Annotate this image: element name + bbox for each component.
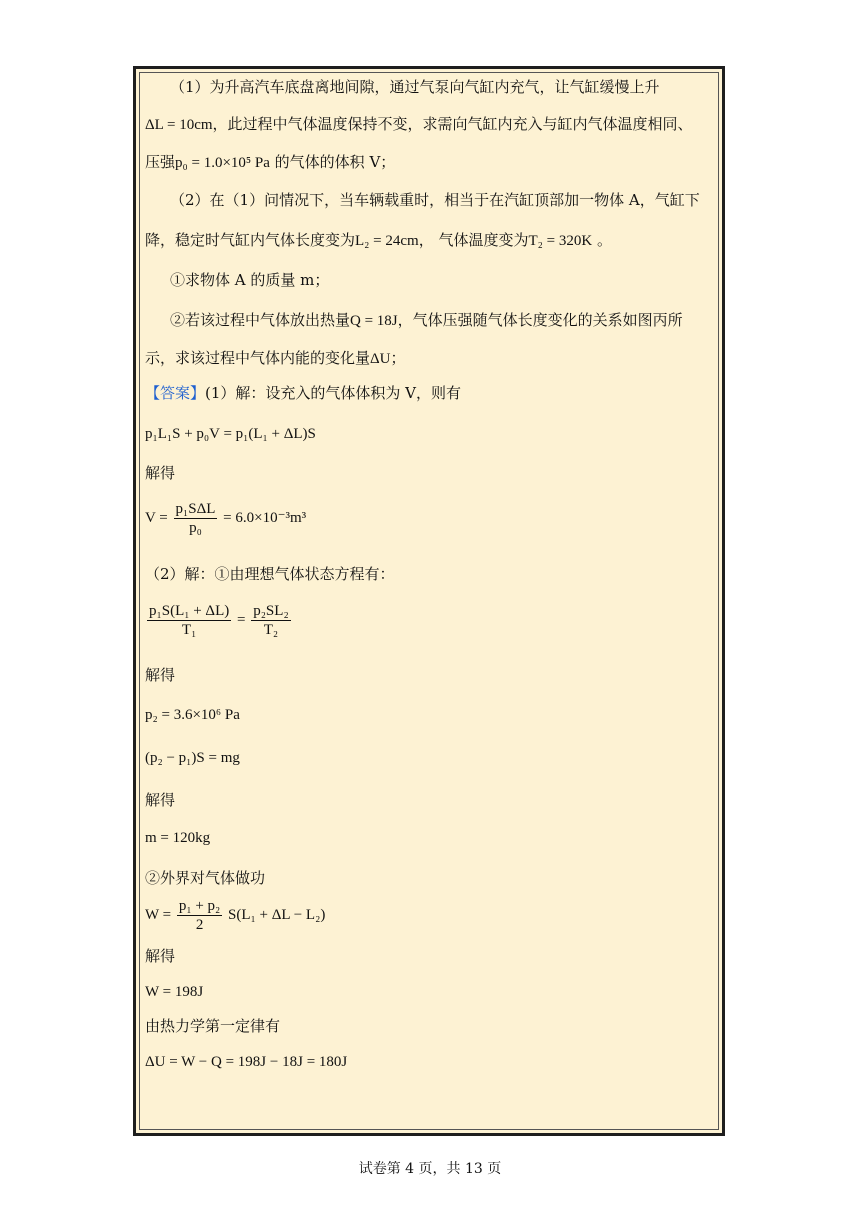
q-value: Q = 18J: [350, 313, 398, 329]
solve-label-2: 解得: [145, 666, 176, 684]
q2-sub-2: ②若该过程中气体放出热量Q = 18J，气体压强随气体长度变化的关系如图丙所: [170, 311, 683, 329]
q1-line-3: 压强p₀ = 1.0×10⁵ Pa 的气体的体积 V；: [145, 153, 396, 171]
equation-4: p₂ = 3.6×10⁶ Pa: [145, 707, 240, 723]
q2-sub-1: ①求物体 A 的质量 m；: [170, 271, 330, 289]
equation-5: (p₂ − p₁)S = mg: [145, 750, 240, 766]
work-intro: ②外界对气体做功: [145, 869, 266, 887]
delta-l-value: ΔL = 10cm: [145, 117, 213, 133]
q1-line-2: ΔL = 10cm，此过程中气体温度保持不变，求需向气缸内充入与缸内气体温度相同、: [145, 115, 693, 133]
equation-8: W = 198J: [145, 984, 204, 1000]
first-law-intro: 由热力学第一定律有: [145, 1017, 281, 1035]
fraction-right: $\frac{\text{p₂SL₂}}{\text{T₂}}$: [253, 603, 289, 638]
equation-1: p₁L₁S + p₀V = p₁(L₁ + ΔL)S: [145, 426, 316, 442]
fraction-v: $\frac{\text{p₁SΔL}}{\text{p₀}}$: [175, 501, 216, 536]
answer-intro: 【答案】(1）解：设充入的气体体积为 V，则有: [145, 384, 462, 402]
l2-value: L₂ = 24cm: [355, 233, 419, 249]
answer-box: [133, 66, 725, 1136]
equation-6: m = 120kg: [145, 830, 211, 846]
equation-2: V = $\frac{\text{p₁SΔL}}{\text{p₀}}$ = 6.0×10⁻³m³: [145, 501, 307, 536]
solve-label-1: 解得: [145, 464, 176, 482]
equation-7: W = $\frac{\text{p₁ + p₂}}{2}$ S(L₁ + ΔL − L₂): [145, 898, 326, 933]
fraction-left: $\frac{\text{p₁S(L₁ + ΔL)}}{\text{T₁}}$: [149, 603, 230, 638]
q1-line-1: （1）为升高汽车底盘离地间隙，通过气泵向气缸内充气，让气缸缓慢上升: [170, 78, 660, 96]
q2-line-2: 降，稳定时气缸内气体长度变为L₂ = 24cm， 气体温度变为T₂ = 320K 。: [145, 231, 612, 249]
fraction-pressure-average: $\frac{\text{p₁ + p₂}}{2}$: [178, 898, 221, 933]
equation-3: $\frac{\text{p₁S(L₁ + ΔL)}}{\text{T₁}}$ = $\frac{\text{p₂SL₂}}{\text{T₂}}$: [149, 603, 289, 638]
p0-value: p₀ = 1.0×10⁵ Pa: [175, 155, 270, 171]
answer-tag: 【答案】: [145, 384, 206, 402]
equation-9: ΔU = W − Q = 198J − 18J = 180J: [145, 1054, 348, 1070]
q2-line-1: （2）在（1）问情况下，当车辆载重时，相当于在汽缸顶部加一物体 A，气缸下: [170, 191, 700, 209]
q2-sub-2-cont: 示，求该过程中气体内能的变化量ΔU；: [145, 349, 406, 367]
answer-part-2-intro: （2）解：①由理想气体状态方程有：: [145, 565, 395, 583]
solve-label-4: 解得: [145, 947, 176, 965]
page-footer: 试卷第 4 页，共 13 页: [358, 1161, 502, 1177]
delta-u-symbol: ΔU: [370, 351, 391, 367]
solve-label-3: 解得: [145, 791, 176, 809]
t2-value: T₂ = 320K: [528, 233, 593, 249]
